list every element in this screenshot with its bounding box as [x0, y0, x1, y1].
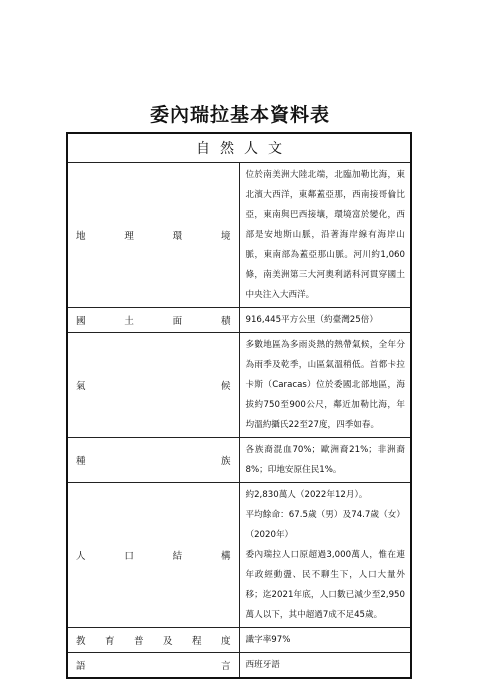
row-label-text: 國土面積 [76, 316, 231, 327]
row-content [239, 333, 411, 438]
table-row [67, 333, 411, 438]
row-label [67, 333, 239, 438]
row-label-text: 地理環境 [76, 231, 231, 242]
section-header-row [67, 133, 411, 163]
row-label [67, 483, 239, 628]
content-paragraph: 識字率97% [245, 635, 291, 645]
row-label [67, 653, 239, 679]
table-row [67, 653, 411, 679]
row-content [239, 628, 411, 653]
row-label [67, 308, 239, 333]
row-content [239, 483, 411, 628]
row-content [239, 308, 411, 333]
content-paragraph: 各族裔混血70%；歐洲裔21%；非洲裔8%；印地安原住民1%。 [245, 445, 405, 475]
content-paragraph: 約2,830萬人（2022年12月）。 [245, 490, 368, 500]
table-row [67, 483, 411, 628]
row-label [67, 628, 239, 653]
table-row [67, 438, 411, 483]
table-row [67, 163, 411, 308]
row-label-text: 語言 [76, 661, 231, 672]
row-label-text: 氣候 [76, 381, 231, 392]
row-label-text: 教育普及程度 [76, 636, 231, 647]
content-paragraph: 位於南美洲大陸北端，北臨加勒比海，東北濱大西洋，東鄰蓋亞那，西南接哥倫比亞，東南與巴西接壤，環境富於變化，西部是安地斯山脈，沿著海岸線有海岸山脈，東南部為蓋亞那山脈。河川約1,060條，南美洲第三大河奧利諾科河貫穿國土中央注入大西洋。 [245, 170, 405, 300]
content-paragraph: 委內瑞拉人口原超過3,000萬人，惟在連年政經動盪、民不聊生下，人口大量外移；迄2021年底，人口數已減少至2,950萬人以下，其中超過7成不足45歲。 [245, 550, 405, 620]
document-title: 委內瑞拉基本資料表 [149, 104, 330, 126]
row-label-text: 人口結構 [76, 551, 231, 562]
basic-info-table [66, 132, 412, 679]
table-row [67, 628, 411, 653]
section-header: 自然人文 [67, 133, 411, 163]
content-paragraph: 西班牙語 [245, 660, 280, 670]
content-paragraph: 平均餘命：67.5歲（男）及74.7歲（女）（2020年） [245, 510, 405, 540]
row-content [239, 163, 411, 308]
content-paragraph: 多數地區為多雨炎熱的熱帶氣候，全年分為雨季及乾季，山區氣溫稍低。首都卡拉卡斯（Caracas）位於委國北部地區，海拔約750至900公尺，鄰近加勒比海，年均溫約攝氏22至27度，四季如春。 [245, 340, 405, 430]
row-label-text: 種族 [76, 456, 231, 467]
row-label [67, 163, 239, 308]
row-content [239, 438, 411, 483]
row-content [239, 653, 411, 679]
table-row [67, 308, 411, 333]
content-paragraph: 916,445平方公里（約臺灣25倍） [245, 315, 378, 325]
row-label [67, 438, 239, 483]
